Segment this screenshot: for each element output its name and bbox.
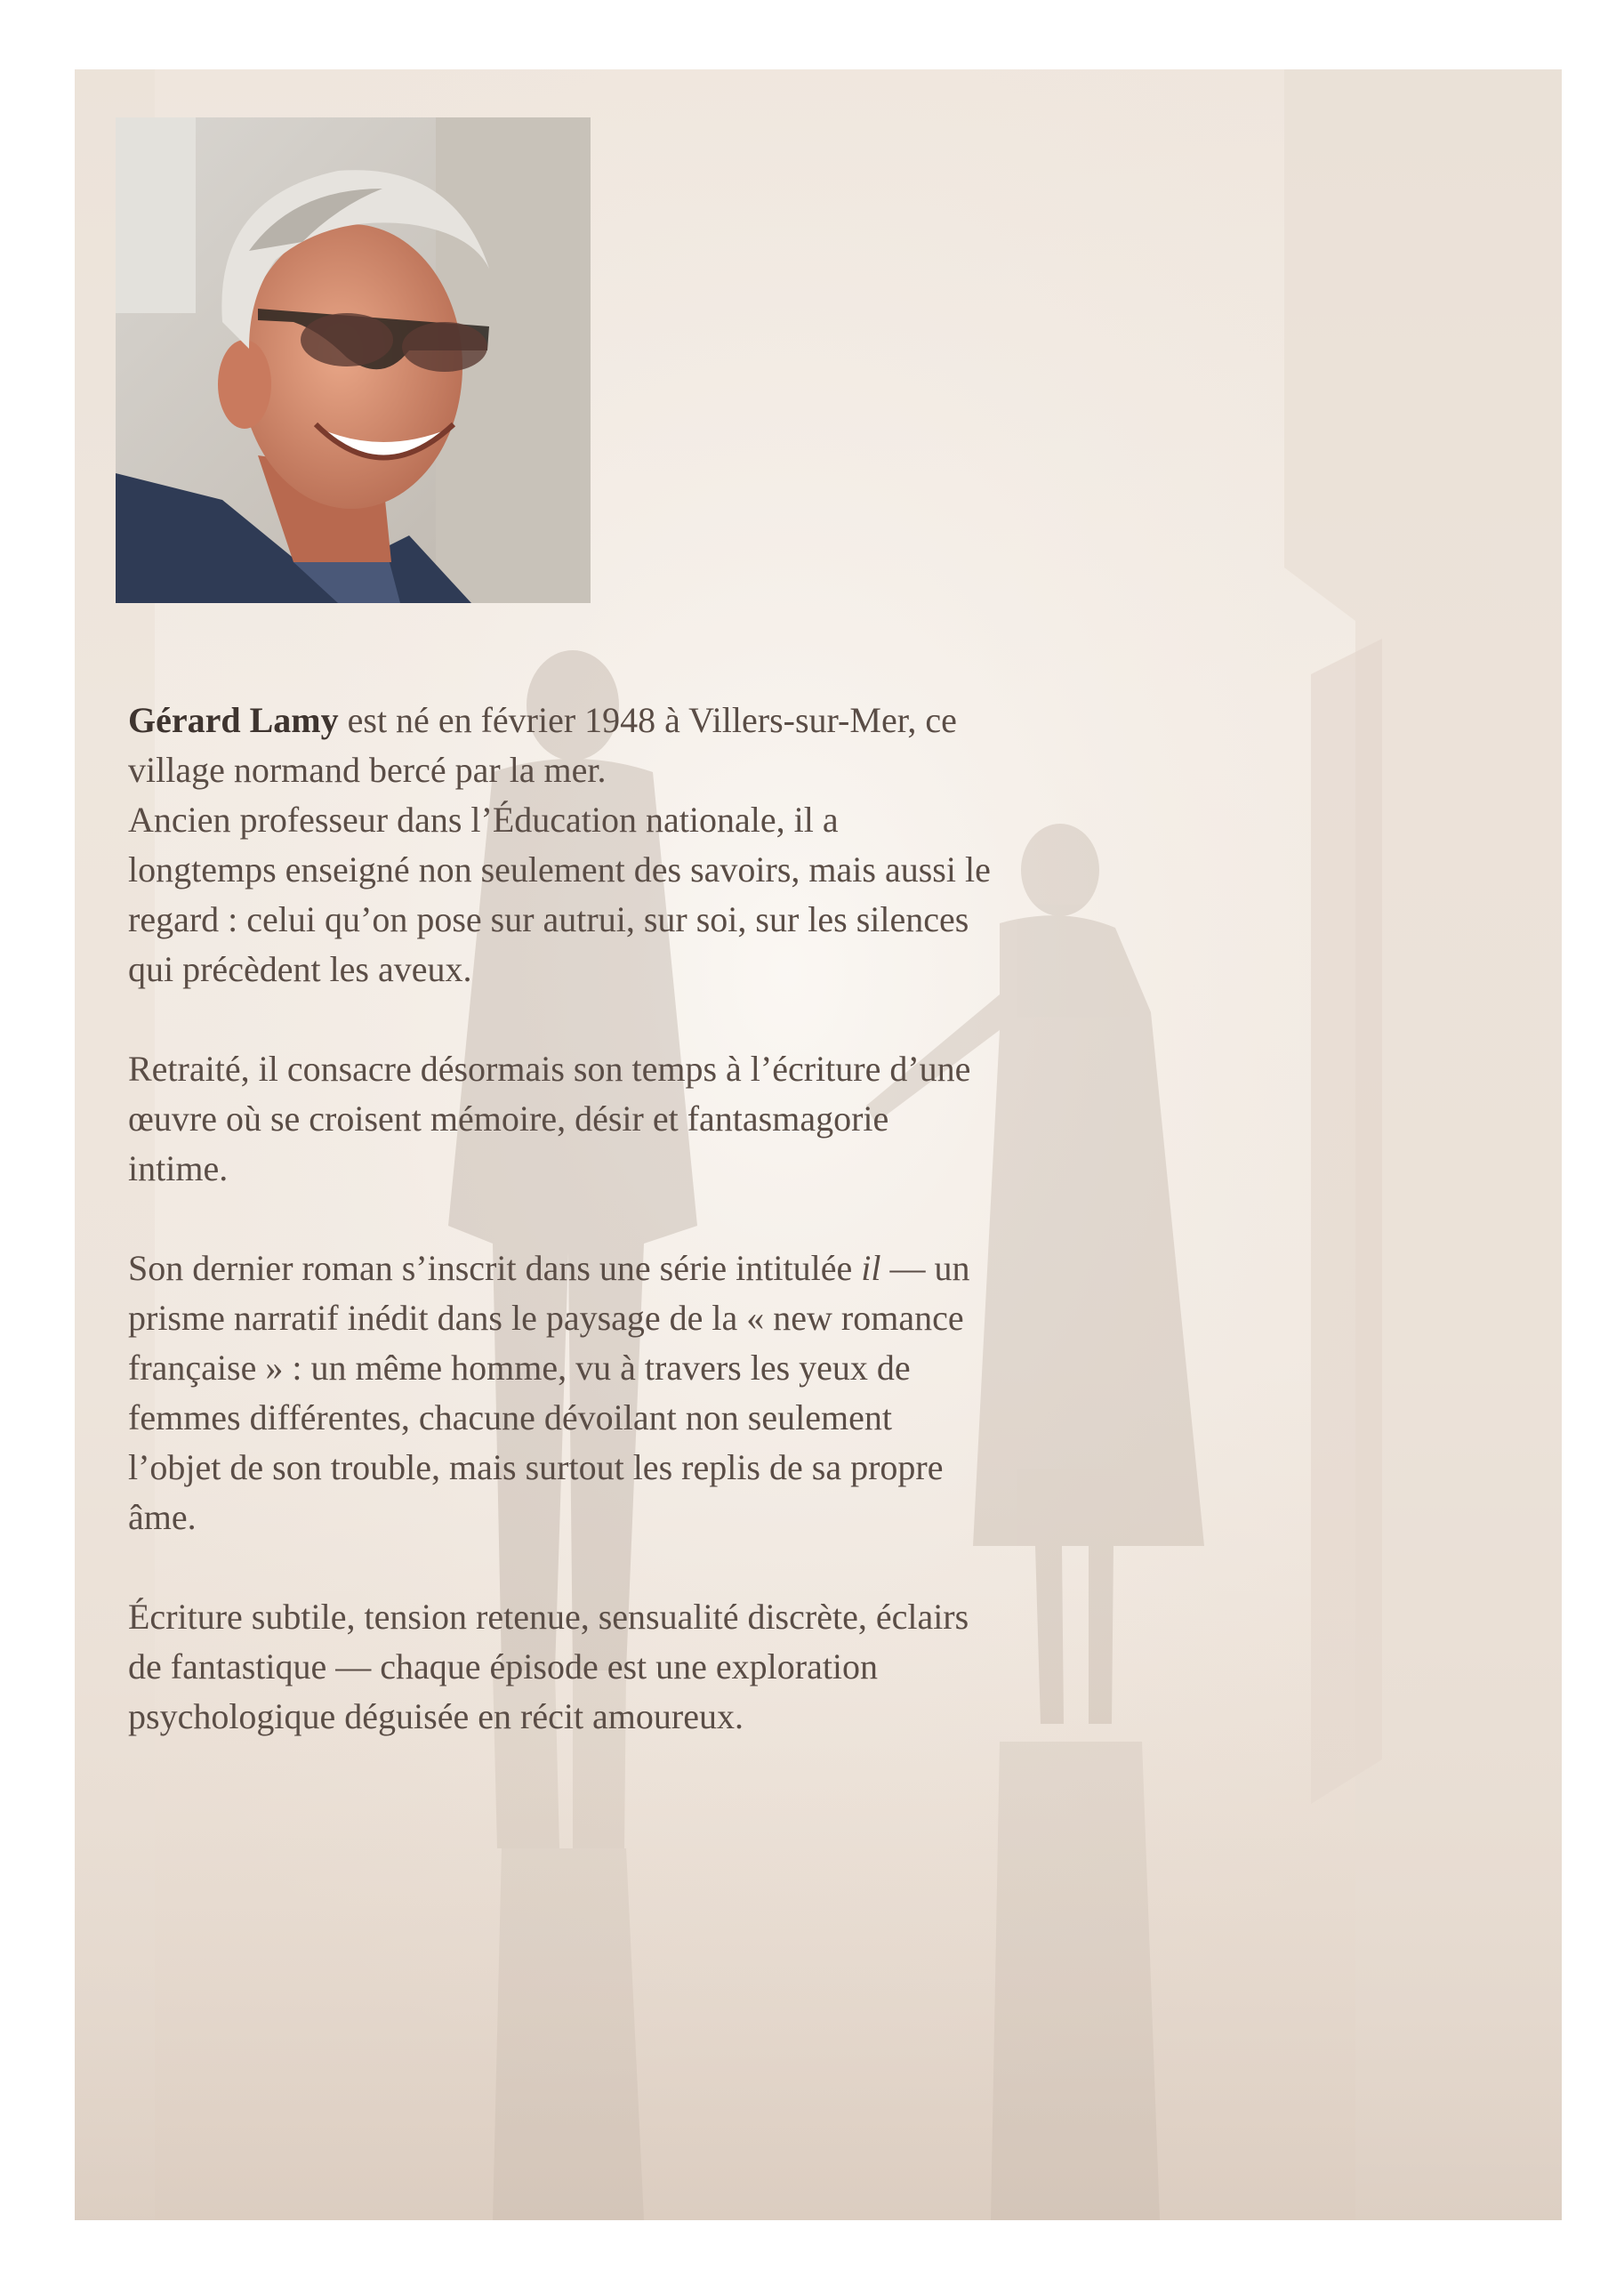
bio-line: âme. bbox=[128, 1497, 197, 1537]
bio-line: œuvre où se croisent mémoire, désir et fantasmagorie bbox=[128, 1099, 889, 1139]
bio-paragraph-2 bbox=[128, 1044, 1355, 1194]
bio-line: l’objet de son trouble, mais surtout les replis de sa propre bbox=[128, 1447, 944, 1487]
bio-paragraph-3 bbox=[128, 1244, 1355, 1542]
author-biography bbox=[128, 696, 1355, 1791]
bio-paragraph-4 bbox=[128, 1592, 1355, 1742]
bio-paragraph-1 bbox=[128, 696, 1355, 994]
bio-line: de fantastique — chaque épisode est une exploration bbox=[128, 1646, 879, 1686]
author-photo bbox=[116, 117, 591, 603]
bio-line: qui précèdent les aveux. bbox=[128, 949, 472, 989]
bio-line: psychologique déguisée en récit amoureux. bbox=[128, 1696, 744, 1736]
bio-line: Écriture subtile, tension retenue, sensualité discrète, éclairs bbox=[128, 1597, 969, 1637]
bio-line: française » : un même homme, vu à travers les yeux de bbox=[128, 1348, 911, 1388]
page-background bbox=[75, 69, 1562, 2220]
bio-line: longtemps enseigné non seulement des savoirs, mais aussi le bbox=[128, 849, 991, 889]
author-portrait-image bbox=[116, 117, 591, 603]
bio-line: intime. bbox=[128, 1148, 229, 1188]
bio-line: prisme narratif inédit dans le paysage de la « new romance bbox=[128, 1298, 964, 1338]
bio-line: Ancien professeur dans l’Éducation nationale, il a bbox=[128, 800, 839, 840]
bio-line: Gérard Lamy est né en février 1948 à Villers-sur-Mer, ce bbox=[128, 700, 957, 740]
bio-line: femmes différentes, chacune dévoilant non seulement bbox=[128, 1397, 892, 1437]
bio-line: Retraité, il consacre désormais son temps à l’écriture d’une bbox=[128, 1049, 971, 1089]
series-title: il bbox=[861, 1248, 881, 1288]
bio-line: regard : celui qu’on pose sur autrui, sur soi, sur les silences bbox=[128, 899, 969, 939]
bio-line: village normand bercé par la mer. bbox=[128, 750, 607, 790]
bio-line: Son dernier roman s’inscrit dans une série intitulée il — un bbox=[128, 1248, 970, 1288]
author-name: Gérard Lamy bbox=[128, 700, 339, 740]
